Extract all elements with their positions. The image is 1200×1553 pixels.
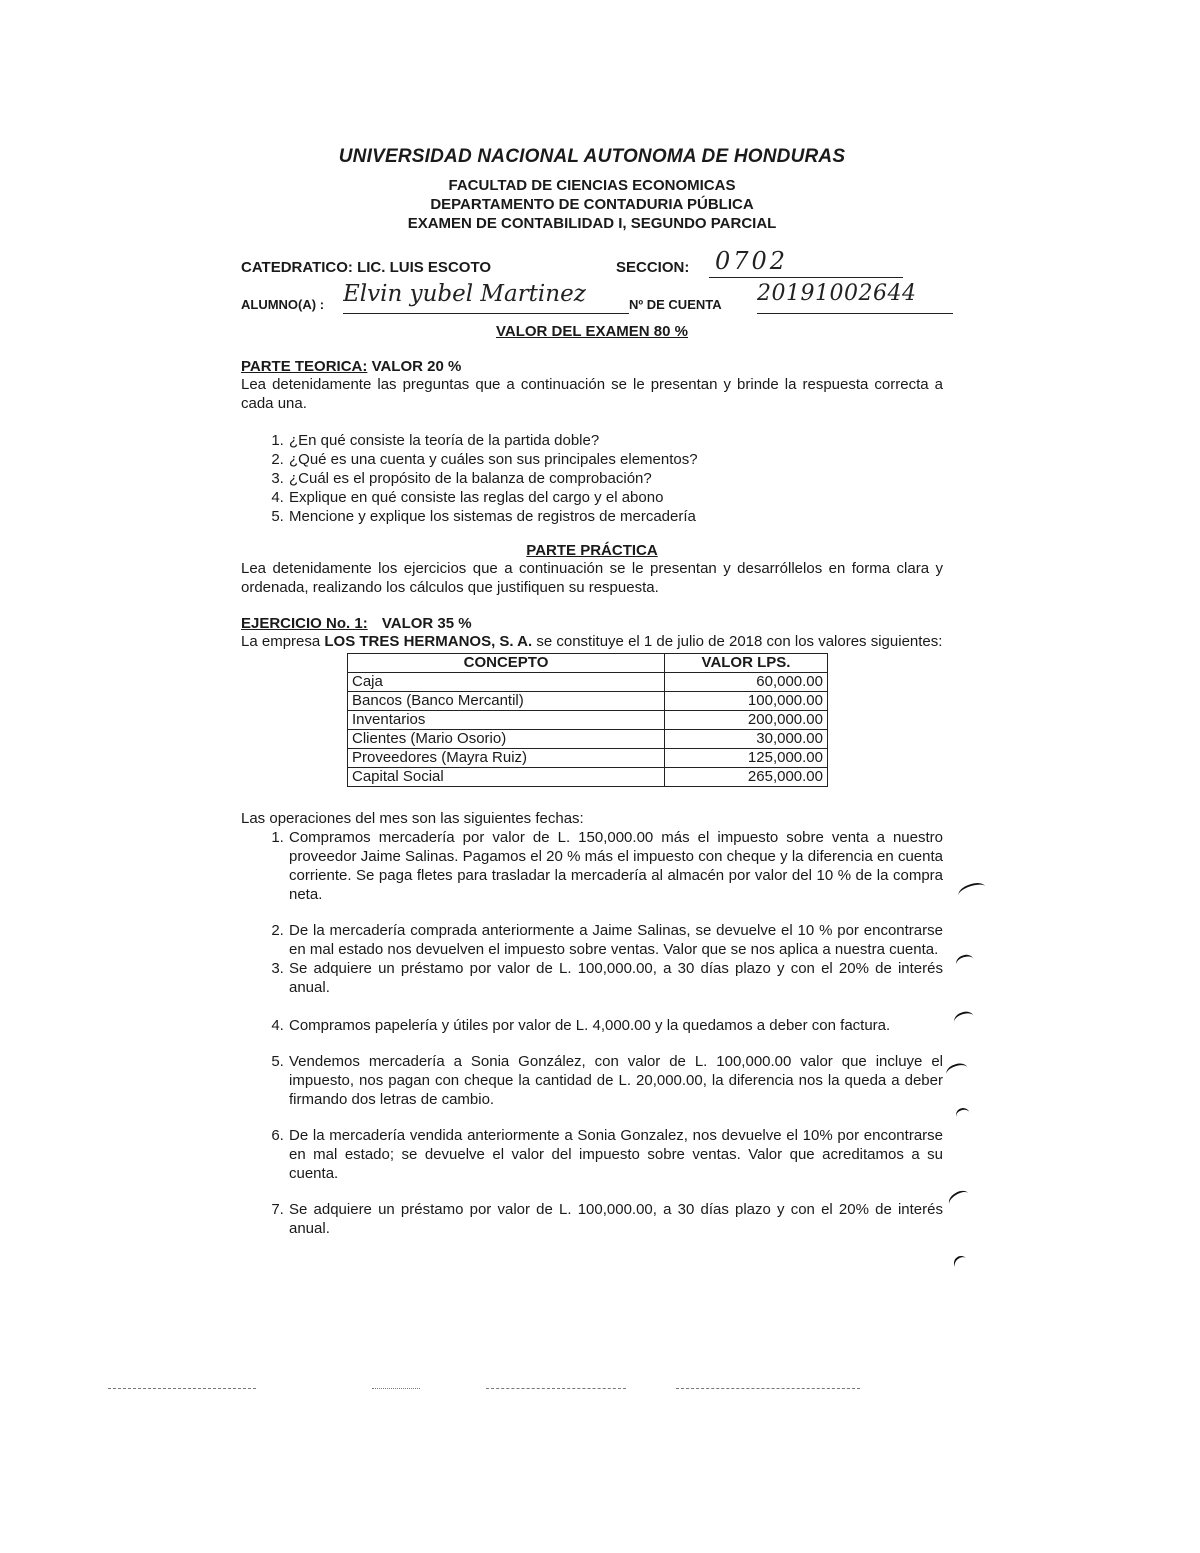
column-header-value: VALOR LPS.	[665, 654, 828, 673]
exercise1-intro: La empresa LOS TRES HERMANOS, S. A. se constituye el 1 de julio de 2018 con los valores siguientes:	[241, 633, 943, 650]
theory-questions	[241, 431, 943, 526]
initial-values-table	[347, 653, 828, 787]
operations-intro: Las operaciones del mes son las siguientes fechas:	[241, 810, 584, 827]
table-row	[348, 768, 828, 787]
operation-item: 7. Se adquiere un préstamo por valor de L. 100,000.00, a 30 días plazo y con el 20% de interés anual.	[288, 1200, 943, 1238]
student-label: ALUMNO(A) :	[241, 297, 325, 312]
value-cell: 30,000.00	[665, 730, 828, 749]
section-label: SECCION:	[616, 259, 690, 276]
exercise1-title: EJERCICIO No. 1:	[241, 615, 368, 632]
scan-artifact-line	[486, 1388, 626, 1389]
check-mark	[954, 953, 975, 972]
practice-heading: PARTE PRÁCTICA	[526, 542, 658, 559]
operation-item: 2. De la mercadería comprada anteriormente a Jaime Salinas, se devuelve el 10 % por encontrarse en mal estado nos devuelven el impuesto sobre ventas. Valor que se nos aplica a nuestra cuenta.	[288, 921, 943, 959]
value-cell: 125,000.00	[665, 749, 828, 768]
theory-value: VALOR 20 %	[371, 358, 462, 375]
scan-artifact-line	[676, 1388, 860, 1389]
concept-cell: Clientes (Mario Osorio)	[348, 730, 665, 749]
exam-title: EXAMEN DE CONTABILIDAD I, SEGUNDO PARCIAL	[407, 215, 777, 232]
table-row	[348, 673, 828, 692]
operation-item: 5. Vendemos mercadería a Sonia González, con valor de L. 100,000.00 valor que incluye el impuesto, nos pagan con cheque la cantidad de L. 20,000.00, la diferencia nos la queda a deber firmando dos letras de cambio.	[288, 1052, 943, 1109]
operation-item: 3. Se adquiere un préstamo por valor de L. 100,000.00, a 30 días plazo y con el 20% de interés anual.	[288, 959, 943, 997]
section-value: 0702	[715, 247, 789, 275]
concept-cell: Caja	[348, 673, 665, 692]
exercise1-value: VALOR 35 %	[381, 615, 472, 632]
exam-value-heading: VALOR DEL EXAMEN 80 %	[496, 323, 688, 340]
check-mark	[951, 1253, 971, 1273]
account-label: Nº DE CUENTA	[629, 297, 722, 312]
table-row	[348, 730, 828, 749]
scan-artifact-line	[372, 1388, 420, 1389]
section-field	[709, 247, 903, 278]
column-header-concept: CONCEPTO	[348, 654, 665, 673]
student-row	[241, 281, 943, 319]
question-item: 3. ¿Cuál es el propósito de la balanza de comprobación?	[288, 469, 943, 488]
operation-item: 1. Compramos mercadería por valor de L. 150,000.00 más el impuesto sobre venta a nuestro proveedor Jaime Salinas. Pagamos el 20 % más el impuesto con cheque y la diferencia en cuenta corriente. Se paga fletes para trasladar la mercadería al almacén por valor del 10 % de la compra neta.	[288, 828, 943, 904]
operations-list	[241, 828, 943, 1238]
theory-title: PARTE TEORICA:	[241, 358, 368, 375]
department-title: DEPARTAMENTO DE CONTADURIA PÚBLICA	[430, 196, 754, 213]
faculty-title: FACULTAD DE CIENCIAS ECONOMICAS	[448, 177, 736, 194]
check-mark	[957, 880, 988, 902]
teacher-section-row	[241, 247, 943, 281]
teacher-label: CATEDRATICO: LIC. LUIS ESCOTO	[241, 259, 491, 276]
table-header-row	[348, 654, 828, 673]
concept-cell: Bancos (Banco Mercantil)	[348, 692, 665, 711]
value-cell: 60,000.00	[665, 673, 828, 692]
check-mark	[954, 1106, 972, 1124]
check-mark	[944, 1061, 969, 1081]
account-field	[757, 281, 953, 314]
university-title: UNIVERSIDAD NACIONAL AUTONOMA DE HONDURAS	[338, 146, 846, 167]
concept-cell: Capital Social	[348, 768, 665, 787]
scan-artifact-line	[108, 1388, 256, 1389]
question-item: 5. Mencione y explique los sistemas de registros de mercadería	[288, 507, 943, 526]
operation-item: 6. De la mercadería vendida anteriormente a Sonia Gonzalez, nos devuelve el 10% por encontrarse en mal estado; se devuelve el valor del impuesto sobre ventas. Valor que acreditamos a su cuenta.	[288, 1126, 943, 1183]
theory-heading	[241, 358, 943, 375]
table-row	[348, 749, 828, 768]
student-field	[343, 281, 629, 314]
question-item: 1. ¿En qué consiste la teoría de la partida doble?	[288, 431, 943, 450]
table-row	[348, 711, 828, 730]
value-cell: 200,000.00	[665, 711, 828, 730]
exercise1-heading	[241, 615, 943, 632]
question-item: 2. ¿Qué es una cuenta y cuáles son sus principales elementos?	[288, 450, 943, 469]
value-cell: 100,000.00	[665, 692, 828, 711]
operation-item: 4. Compramos papelería y útiles por valor de L. 4,000.00 y la quedamos a deber con factura.	[288, 1016, 943, 1035]
concept-cell: Proveedores (Mayra Ruiz)	[348, 749, 665, 768]
check-mark	[952, 1009, 975, 1028]
theory-instructions: Lea detenidamente las preguntas que a continuación se le presentan y brinde la respuesta correcta a cada una.	[241, 376, 943, 412]
concept-cell: Inventarios	[348, 711, 665, 730]
value-cell: 265,000.00	[665, 768, 828, 787]
company-name: LOS TRES HERMANOS, S. A.	[324, 633, 533, 650]
check-mark	[946, 1187, 972, 1210]
question-item: 4. Explique en qué consiste las reglas del cargo y el abono	[288, 488, 943, 507]
student-name-value: Elvin yubel Martinez	[343, 281, 586, 307]
practice-instructions: Lea detenidamente los ejercicios que a continuación se le presentan y desarróllelos en forma clara y ordenada, realizando los cálculos que justifiquen su respuesta.	[241, 560, 943, 596]
exam-page	[241, 146, 943, 1238]
account-number-value: 20191002644	[757, 281, 917, 306]
table-row	[348, 692, 828, 711]
